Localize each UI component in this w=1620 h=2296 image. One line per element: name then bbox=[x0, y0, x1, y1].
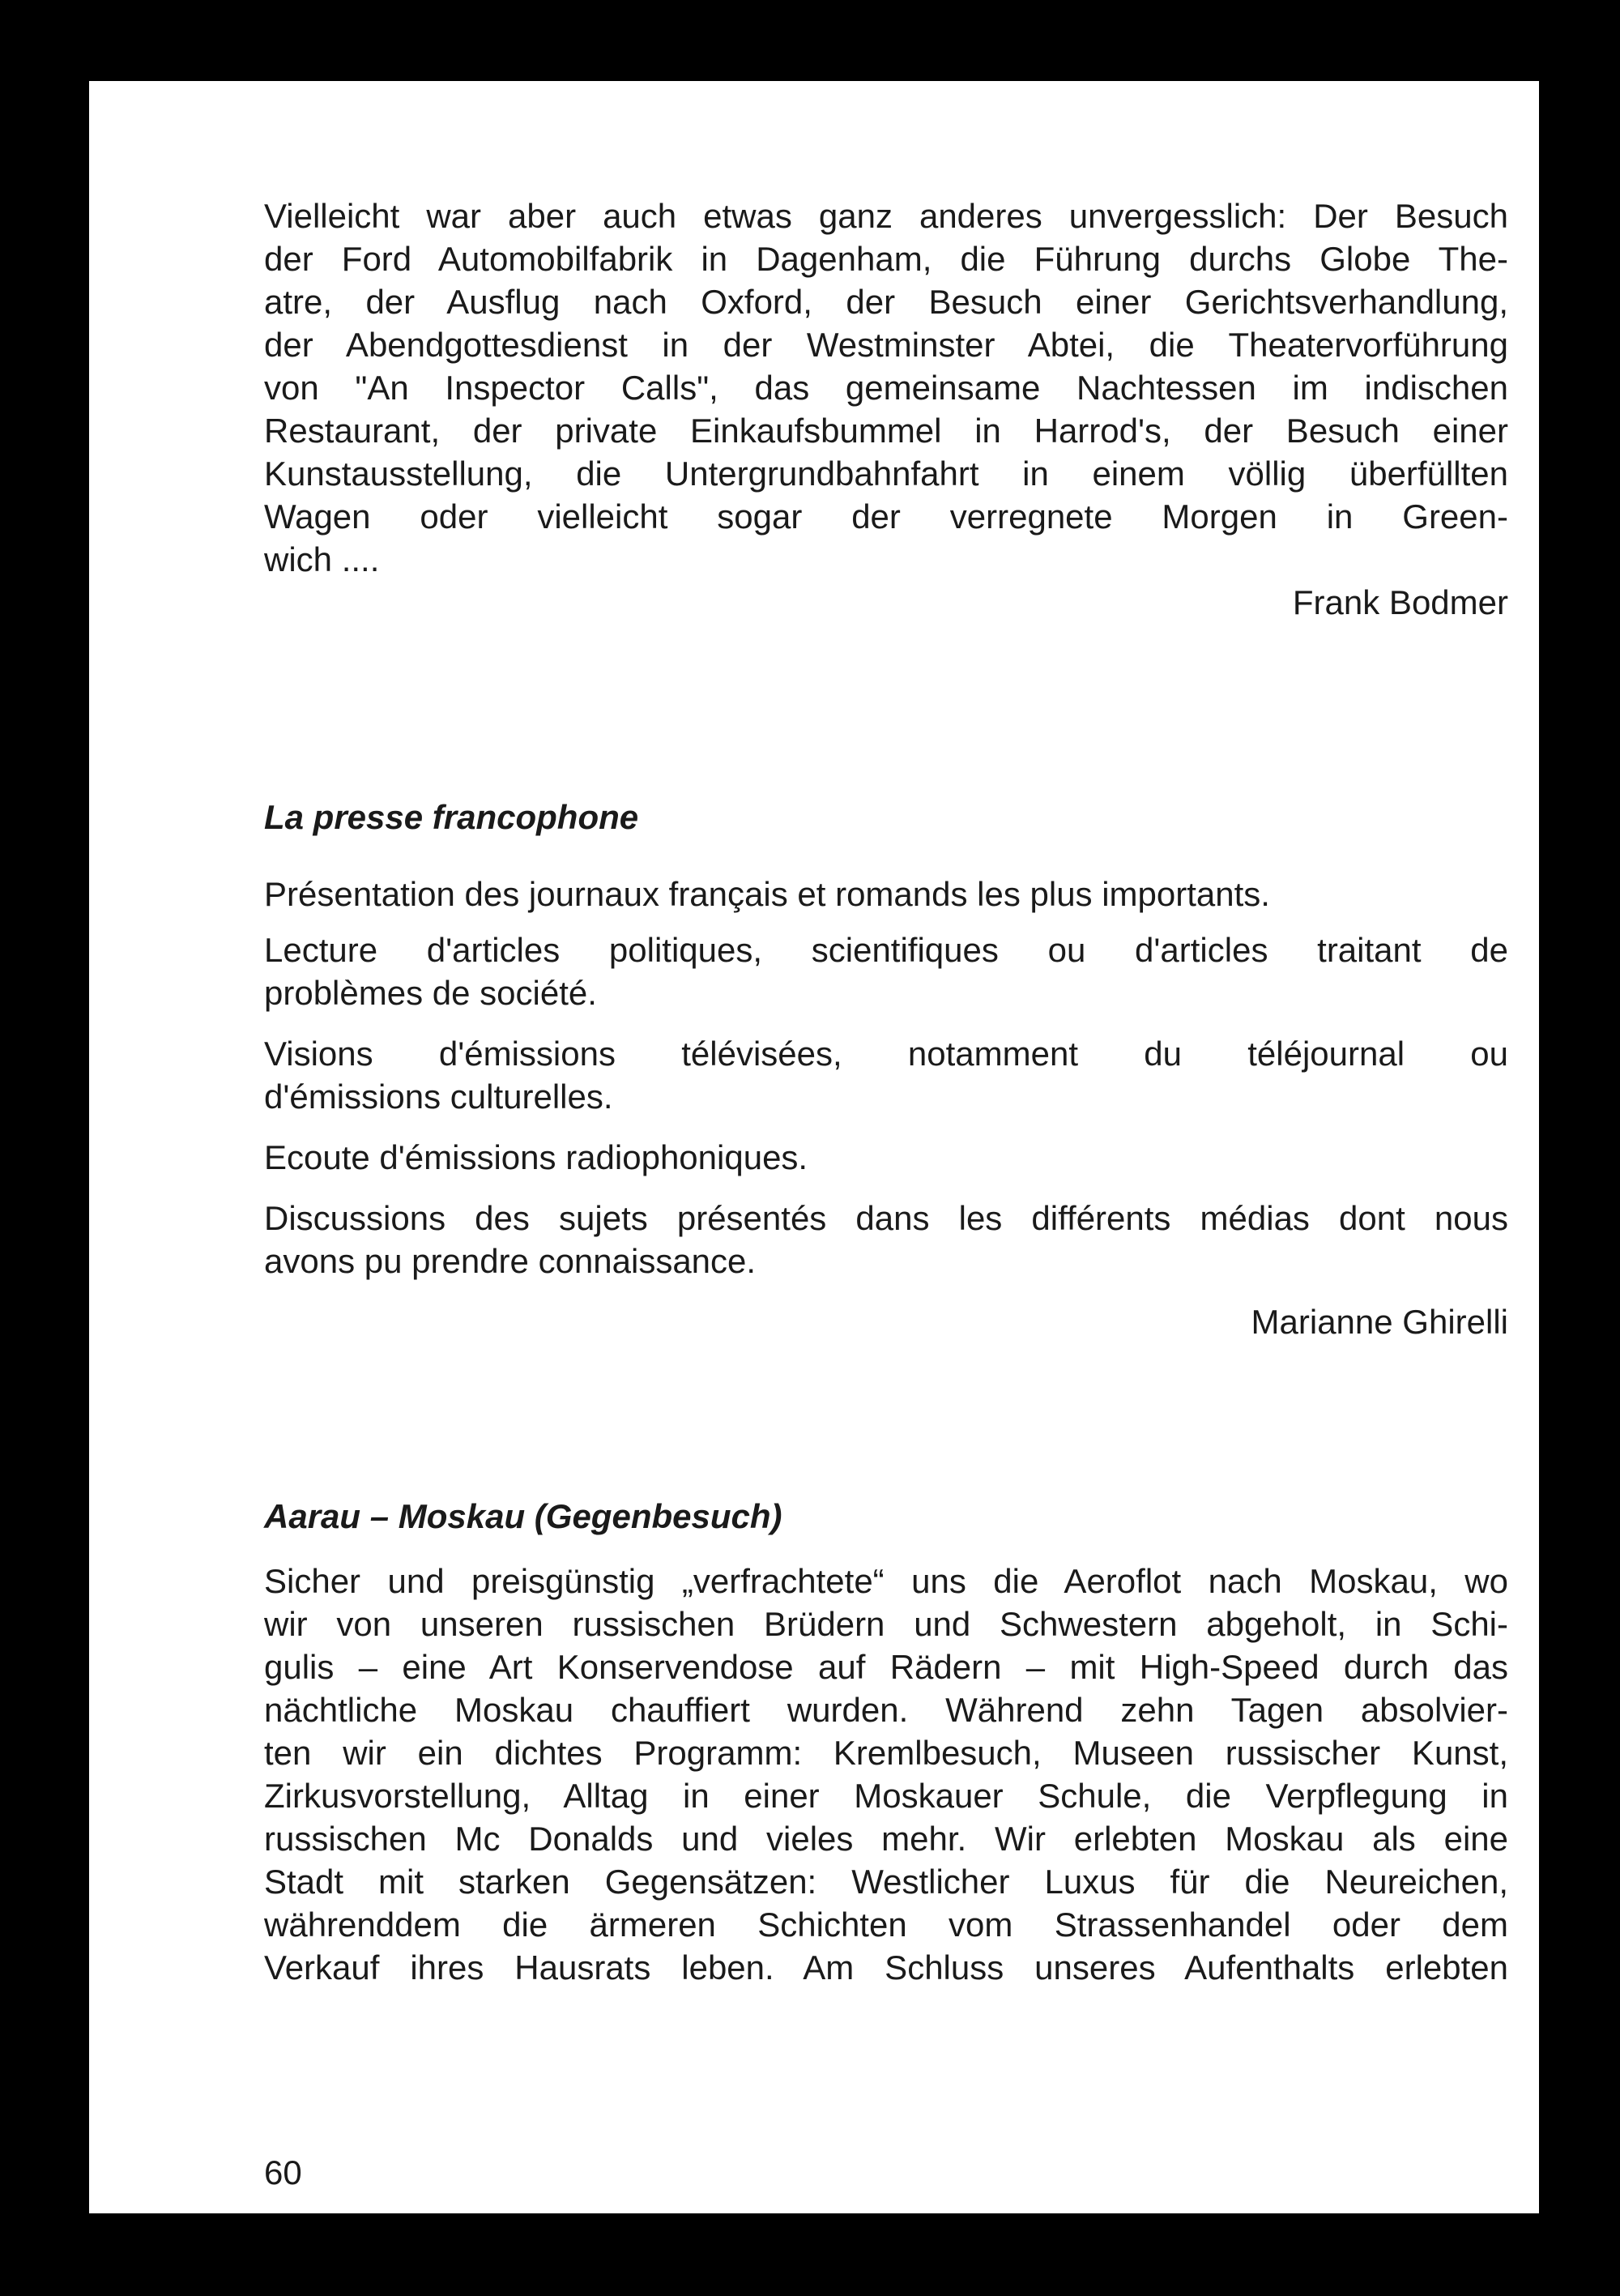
text-line: Lecture d'articles politiques, scientifiques ou d'articles traitant de bbox=[264, 931, 1508, 969]
text-line: atre, der Ausflug nach Oxford, der Besuch einer Gerichtsverhandlung, bbox=[264, 283, 1508, 321]
paragraph bbox=[264, 1197, 1508, 1282]
text-line: ten wir ein dichtes Programm: Kremlbesuch, Museen russischer Kunst, bbox=[264, 1734, 1508, 1772]
text-line: Wagen oder vielleicht sogar der verregnete Morgen in Green- bbox=[264, 497, 1508, 536]
text-line: Zirkusvorstellung, Alltag in einer Moskauer Schule, die Verpflegung in bbox=[264, 1777, 1508, 1815]
text-line: nächtliche Moskau chauffiert wurden. Während zehn Tagen absolvier- bbox=[264, 1691, 1508, 1729]
text-line: Restaurant, der private Einkaufsbummel in Harrod's, der Besuch einer bbox=[264, 412, 1508, 450]
author-signature: Marianne Ghirelli bbox=[1251, 1303, 1508, 1341]
paragraph-moskau bbox=[264, 1560, 1508, 1989]
section-heading: Aarau – Moskau (Gegenbesuch) bbox=[264, 1497, 782, 1535]
text-line: Discussions des sujets présentés dans les différents médias dont nous bbox=[264, 1199, 1508, 1237]
text-line: gulis – eine Art Konservendose auf Rädern – mit High-Speed durch das bbox=[264, 1648, 1508, 1686]
text-line: Sicher und preisgünstig „verfrachtete“ uns die Aeroflot nach Moskau, wo bbox=[264, 1562, 1508, 1600]
text-line: avons pu prendre connaissance. bbox=[264, 1242, 757, 1280]
text-line: wich .... bbox=[264, 540, 380, 578]
text-line: der Ford Automobilfabrik in Dagenham, die Führung durchs Globe The- bbox=[264, 240, 1508, 278]
text-line: d'émissions culturelles. bbox=[264, 1078, 613, 1116]
section-heading: La presse francophone bbox=[264, 798, 639, 836]
page-content bbox=[264, 194, 1508, 1989]
spacer bbox=[264, 915, 1508, 928]
author-signature: Frank Bodmer bbox=[1292, 583, 1508, 621]
spacer bbox=[264, 1282, 1508, 1300]
text-line: wir von unseren russischen Brüdern und Schwestern abgeholt, in Schi- bbox=[264, 1605, 1508, 1643]
paragraph: Présentation des journaux français et romands les plus importants. bbox=[264, 875, 1270, 913]
paragraph-london bbox=[264, 194, 1508, 581]
paragraph bbox=[264, 928, 1508, 1014]
text-line: russischen Mc Donalds und vieles mehr. Wir erlebten Moskau als eine bbox=[264, 1820, 1508, 1858]
text-line: von "An Inspector Calls", das gemeinsame Nachtessen im indischen bbox=[264, 369, 1508, 407]
spacer bbox=[264, 839, 1508, 873]
document-page bbox=[89, 81, 1539, 2213]
spacer bbox=[264, 1538, 1508, 1560]
paragraph: Ecoute d'émissions radiophoniques. bbox=[264, 1138, 808, 1176]
page-number: 60 bbox=[264, 2153, 302, 2191]
text-line: problèmes de société. bbox=[264, 974, 597, 1012]
text-line: Verkauf ihres Hausrats leben. Am Schluss unseres Aufenthalts erlebten bbox=[264, 1948, 1508, 1987]
spacer bbox=[264, 624, 1508, 796]
paragraph bbox=[264, 1032, 1508, 1118]
text-line: währenddem die ärmeren Schichten vom Strassenhandel oder dem bbox=[264, 1906, 1508, 1944]
text-line: Vielleicht war aber auch etwas ganz anderes unvergesslich: Der Besuch bbox=[264, 197, 1508, 235]
text-line: Visions d'émissions télévisées, notamment du téléjournal ou bbox=[264, 1035, 1508, 1073]
text-line: der Abendgottesdienst in der Westminster Abtei, die Theatervorführung bbox=[264, 326, 1508, 364]
spacer bbox=[264, 1014, 1508, 1032]
text-line: Stadt mit starken Gegensätzen: Westlicher Luxus für die Neureichen, bbox=[264, 1863, 1508, 1901]
text-line: Kunstausstellung, die Untergrundbahnfahrt in einem völlig überfüllten bbox=[264, 455, 1508, 493]
spacer bbox=[264, 1179, 1508, 1197]
spacer bbox=[264, 1118, 1508, 1136]
spacer bbox=[264, 1343, 1508, 1495]
